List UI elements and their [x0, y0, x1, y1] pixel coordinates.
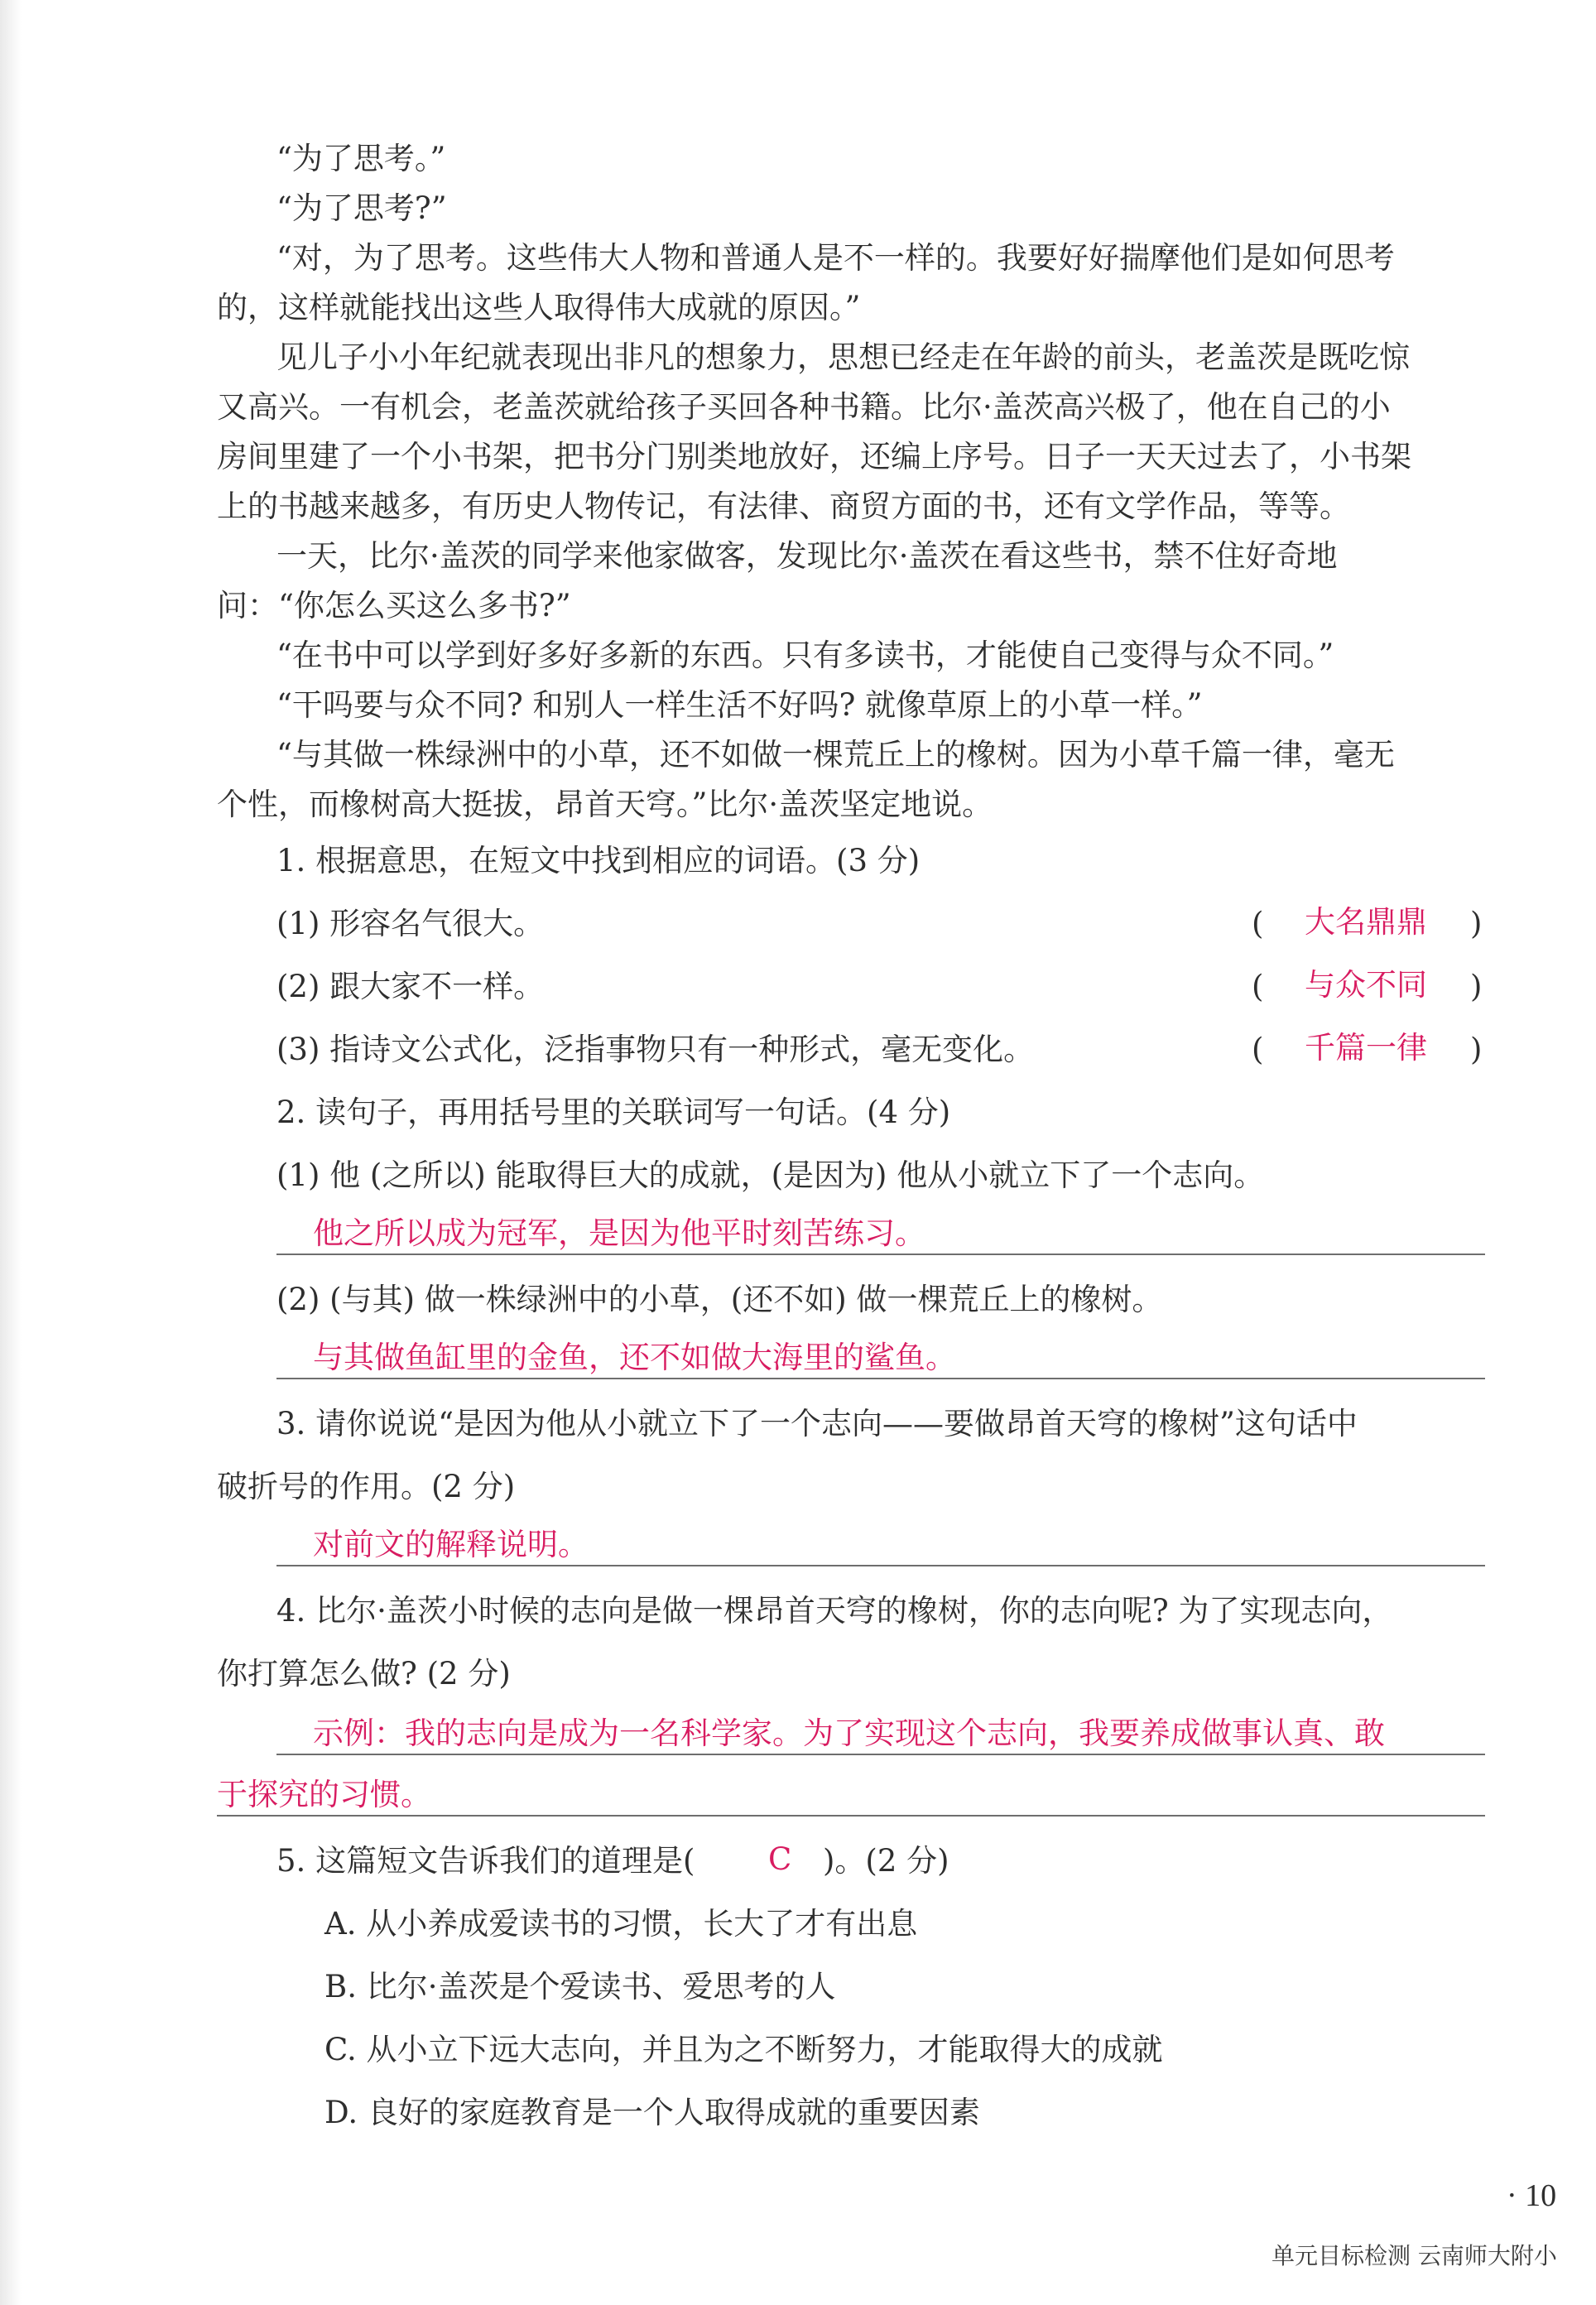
- q1-item-3-open-paren: (: [1252, 1032, 1264, 1067]
- question-3-stem-line-1: 3. 请你说说“是因为他从小就立下了一个志向——要做昂首天穹的橡树”这句话中: [276, 1406, 1358, 1441]
- q1-item-2-answer[interactable]: 与众不同: [1305, 967, 1427, 1003]
- q1-item-2-close-paren: ): [1470, 969, 1483, 1004]
- page-number: · 10: [1507, 2178, 1557, 2213]
- q2-answer-1[interactable]: 他之所以成为冠军，是因为他平时刻苦练习。: [313, 1215, 925, 1251]
- passage-line: 的，这样就能找出这些人取得伟大成就的原因。”: [217, 290, 861, 325]
- passage-line: “与其做一株绿洲中的小草，还不如做一棵荒丘上的橡树。因为小草千篇一律，毫无: [276, 737, 1395, 772]
- q1-item-1-text: (1) 形容名气很大。: [276, 906, 545, 941]
- passage-line: “在书中可以学到好多好多新的东西。只有多读书，才能使自己变得与众不同。”: [276, 638, 1334, 673]
- passage-line: 上的书越来越多，有历史人物传记，有法律、商贸方面的书，还有文学作品，等等。: [217, 488, 1350, 524]
- question-5-stem-pre: 5. 这篇短文告诉我们的道理是(: [276, 1843, 695, 1879]
- q5-option-c: C. 从小立下远大志向，并且为之不断努力，才能取得大的成就: [324, 2032, 1163, 2067]
- q5-option-a: A. 从小养成爱读书的习惯，长大了才有出息: [324, 1906, 918, 1942]
- q1-item-3-close-paren: ): [1470, 1032, 1483, 1067]
- q2-sentence-2: (2) (与其) 做一株绿洲中的小草，(还不如) 做一棵荒丘上的橡树。: [276, 1282, 1163, 1317]
- passage-line: 又高兴。一有机会，老盖茨就给孩子买回各种书籍。比尔·盖茨高兴极了，他在自己的小: [217, 389, 1391, 425]
- passage-line: “为了思考?”: [276, 190, 447, 226]
- passage-line: 个性，而橡树高大挺拔，昂首天穹。”比尔·盖茨坚定地说。: [217, 787, 993, 822]
- passage-line: “为了思考。”: [276, 141, 446, 176]
- question-4-stem-line-1: 4. 比尔·盖茨小时候的志向是做一棵昂首天穹的橡树，你的志向呢? 为了实现志向，: [276, 1593, 1393, 1629]
- q3-answer[interactable]: 对前文的解释说明。: [313, 1527, 589, 1562]
- q4-answer-line-2[interactable]: 于探究的习惯。: [217, 1777, 431, 1812]
- passage-line: 一天，比尔·盖茨的同学来他家做客，发现比尔·盖茨在看这些书，禁不住好奇地: [276, 538, 1338, 574]
- q1-item-3-text: (3) 指诗文公式化，泛指事物只有一种形式，毫无变化。: [276, 1032, 1035, 1067]
- q1-item-1-open-paren: (: [1252, 906, 1264, 941]
- q4-answer-line-2-rule: [217, 1815, 1485, 1817]
- passage-line: 问：“你怎么买这么多书?”: [217, 588, 571, 623]
- question-4-stem-line-2: 你打算怎么做? (2 分): [217, 1656, 511, 1691]
- passage-line: 房间里建了一个小书架，把书分门别类地放好，还编上序号。日子一天天过去了，小书架: [217, 439, 1411, 474]
- q5-option-d: D. 良好的家庭教育是一个人取得成就的重要因素: [324, 2095, 980, 2130]
- question-5-stem-post: )。(2 分): [823, 1843, 949, 1879]
- q1-item-1-answer[interactable]: 大名鼎鼎: [1305, 904, 1427, 940]
- q2-answer-2-line: [276, 1378, 1485, 1379]
- q1-item-1-close-paren: ): [1470, 906, 1483, 941]
- q4-answer-line-1-rule: [276, 1754, 1485, 1755]
- q5-option-b: B. 比尔·盖茨是个爱读书、爱思考的人: [324, 1969, 836, 2004]
- footer-label: 单元目标检测 云南师大附小: [1272, 2242, 1557, 2269]
- q5-answer[interactable]: C: [768, 1841, 792, 1877]
- question-2-stem: 2. 读句子，再用括号里的关联词写一句话。(4 分): [276, 1095, 951, 1130]
- q1-item-2-open-paren: (: [1252, 969, 1264, 1004]
- passage-line: “对，为了思考。这些伟大人物和普通人是不一样的。我要好好揣摩他们是如何思考: [276, 240, 1395, 276]
- q3-answer-line: [276, 1565, 1485, 1566]
- q2-answer-2[interactable]: 与其做鱼缸里的金鱼，还不如做大海里的鲨鱼。: [313, 1340, 956, 1375]
- q2-sentence-1: (1) 他 (之所以) 能取得巨大的成就，(是因为) 他从小就立下了一个志向。: [276, 1157, 1265, 1193]
- question-1-stem: 1. 根据意思，在短文中找到相应的词语。(3 分): [276, 843, 921, 878]
- q1-item-2-text: (2) 跟大家不一样。: [276, 969, 545, 1004]
- passage-line: “干吗要与众不同? 和别人一样生活不好吗? 就像草原上的小草一样。”: [276, 687, 1203, 723]
- passage-line: 见儿子小小年纪就表现出非凡的想象力，思想已经走在年龄的前头，老盖茨是既吃惊: [276, 339, 1410, 375]
- q2-answer-1-line: [276, 1254, 1485, 1255]
- q1-item-3-answer[interactable]: 千篇一律: [1305, 1030, 1427, 1066]
- page-edge-shadow: [0, 0, 22, 2305]
- question-3-stem-line-2: 破折号的作用。(2 分): [217, 1469, 516, 1504]
- q4-answer-line-1[interactable]: 示例：我的志向是成为一名科学家。为了实现这个志向，我要养成做事认真、敢: [313, 1716, 1385, 1751]
